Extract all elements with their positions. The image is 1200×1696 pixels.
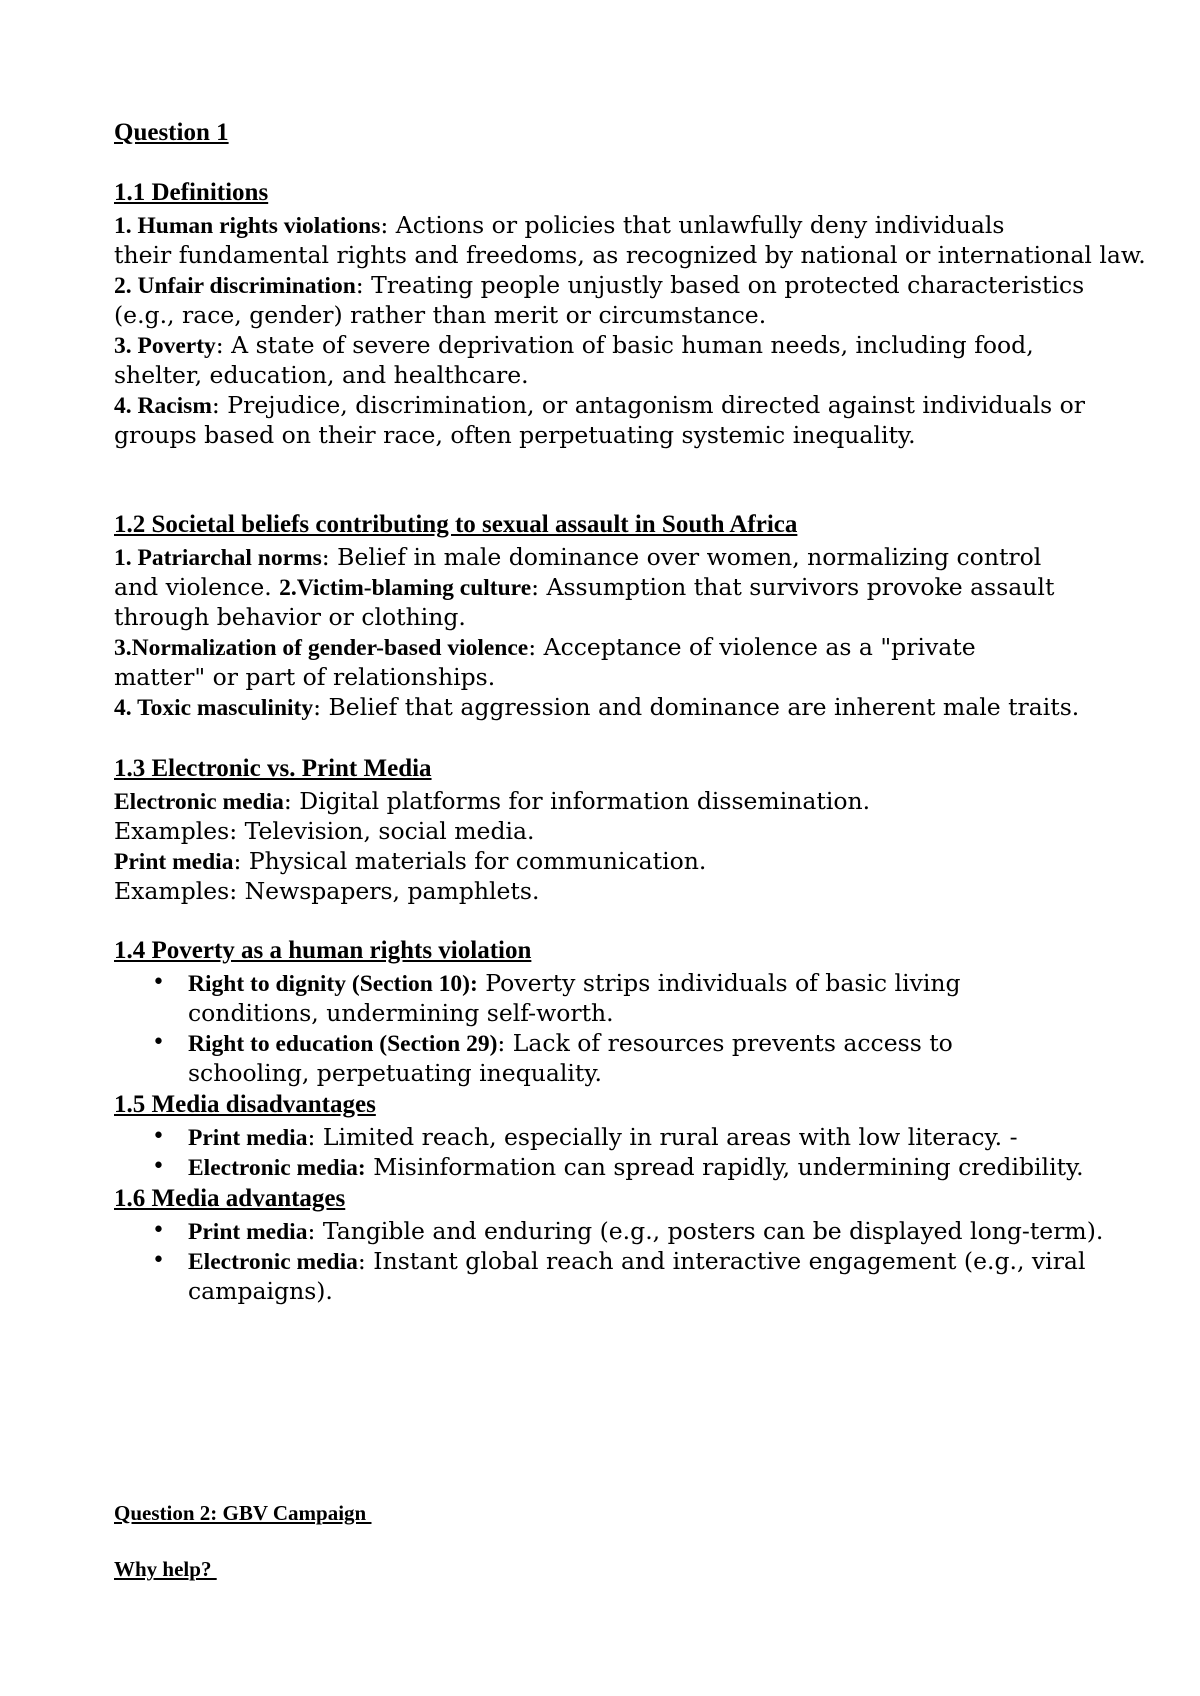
print-media-term: Print media [114,849,234,875]
advantage-print-term: Print media [188,1219,308,1245]
section-1-6-title: 1.6 Media advantages [114,1185,346,1212]
electronic-media-term: Electronic media [114,789,284,815]
advantage-electronic-text: : Instant global reach and interactive engagement (e.g., viral [357,1247,1086,1275]
disadvantage-print [188,1122,1018,1153]
right-dignity-text: Poverty strips individuals of basic living [477,969,961,997]
definition-1-cont: their fundamental rights and freedoms, as recognized by national or international law. [114,241,1146,269]
belief-4 [114,692,1079,723]
definition-4-term: 4. Racism [114,393,212,419]
advantage-print [188,1216,1103,1247]
right-education-text: : Lack of resources prevents access to [497,1029,953,1057]
section-1-4-title: 1.4 Poverty as a human rights violation [114,937,532,964]
advantage-print-text: : Tangible and enduring (e.g., posters can be displayed long-term). [307,1217,1104,1245]
right-education-term: Right to education (Section 29) [188,1031,498,1057]
bullet-icon: • [152,1248,165,1273]
disadvantage-electronic-term: Electronic media: [188,1155,366,1181]
belief-2-term: 2.Victim-blaming culture [279,575,532,601]
electronic-media-text: : Digital platforms for information dissemination. [283,787,871,815]
belief-3-cont: matter" or part of relationships. [114,663,496,691]
definition-1 [114,210,1004,241]
disadvantage-print-text: : Limited reach, especially in rural areas with low literacy. - [307,1123,1018,1151]
definition-3-text: : A state of severe deprivation of basic human needs, including food, [215,331,1034,359]
electronic-media-examples: Examples: Television, social media. [114,817,535,845]
disadvantage-print-term: Print media [188,1125,308,1151]
belief-3-text: : Acceptance of violence as a "private [528,633,976,661]
belief-1-end: and violence. [114,573,280,601]
belief-1-cont [114,572,1054,603]
why-help-heading: Why help? [114,1557,217,1581]
belief-4-term: 4. Toxic masculinity [114,695,314,721]
bullet-icon: • [152,1218,165,1243]
right-dignity-cont: conditions, undermining self-worth. [188,999,614,1027]
question-1-heading: Question 1 [114,119,229,146]
definition-1-text: : Actions or policies that unlawfully deny individuals [380,211,1005,239]
definition-2-term: 2. Unfair discrimination [114,273,356,299]
belief-3 [114,632,976,663]
bullet-icon: • [152,1154,165,1179]
definition-4 [114,390,1085,421]
section-1-3-title: 1.3 Electronic vs. Print Media [114,755,432,782]
belief-4-text: : Belief that aggression and dominance are inherent male traits. [313,693,1080,721]
bullet-icon: • [152,1030,165,1055]
advantage-electronic-cont: campaigns). [188,1277,333,1305]
definition-2-text: : Treating people unjustly based on protected characteristics [355,271,1085,299]
section-1-5-title: 1.5 Media disadvantages [114,1091,376,1118]
belief-1-text: : Belief in male dominance over women, normalizing control [321,543,1042,571]
bullet-icon: • [152,970,165,995]
bullet-icon: • [152,1124,165,1149]
definition-3-term: 3. Poverty [114,333,216,359]
belief-1-term: 1. Patriarchal norms [114,545,322,571]
definition-2 [114,270,1084,301]
definition-3 [114,330,1034,361]
right-dignity [188,968,961,999]
question-2-heading: Question 2: GBV Campaign [114,1501,372,1525]
section-1-1-title: 1.1 Definitions [114,179,269,206]
belief-3-term: 3.Normalization of gender-based violence [114,635,529,661]
definition-4-text: : Prejudice, discrimination, or antagonism directed against individuals or [211,391,1086,419]
disadvantage-electronic [188,1152,1084,1183]
definition-2-cont: (e.g., race, gender) rather than merit or circumstance. [114,301,767,329]
definition-3-cont: shelter, education, and healthcare. [114,361,529,389]
section-1-2-title: 1.2 Societal beliefs contributing to sexual assault in South Africa [114,511,798,538]
print-media-examples: Examples: Newspapers, pamphlets. [114,877,540,905]
belief-2-text: : Assumption that survivors provoke assault [531,573,1055,601]
belief-2-cont: through behavior or clothing. [114,603,466,631]
belief-1 [114,542,1041,573]
right-education [188,1028,953,1059]
print-media-def [114,846,706,877]
definition-1-term: 1. Human rights violations [114,213,381,239]
definition-4-cont: groups based on their race, often perpetuating systemic inequality. [114,421,916,449]
electronic-media-def [114,786,870,817]
advantage-electronic [188,1246,1085,1277]
right-dignity-term: Right to dignity (Section 10): [188,971,478,997]
disadvantage-electronic-text: Misinformation can spread rapidly, undermining credibility. [365,1153,1084,1181]
print-media-text: : Physical materials for communication. [233,847,707,875]
right-education-cont: schooling, perpetuating inequality. [188,1059,602,1087]
advantage-electronic-term: Electronic media [188,1249,358,1275]
